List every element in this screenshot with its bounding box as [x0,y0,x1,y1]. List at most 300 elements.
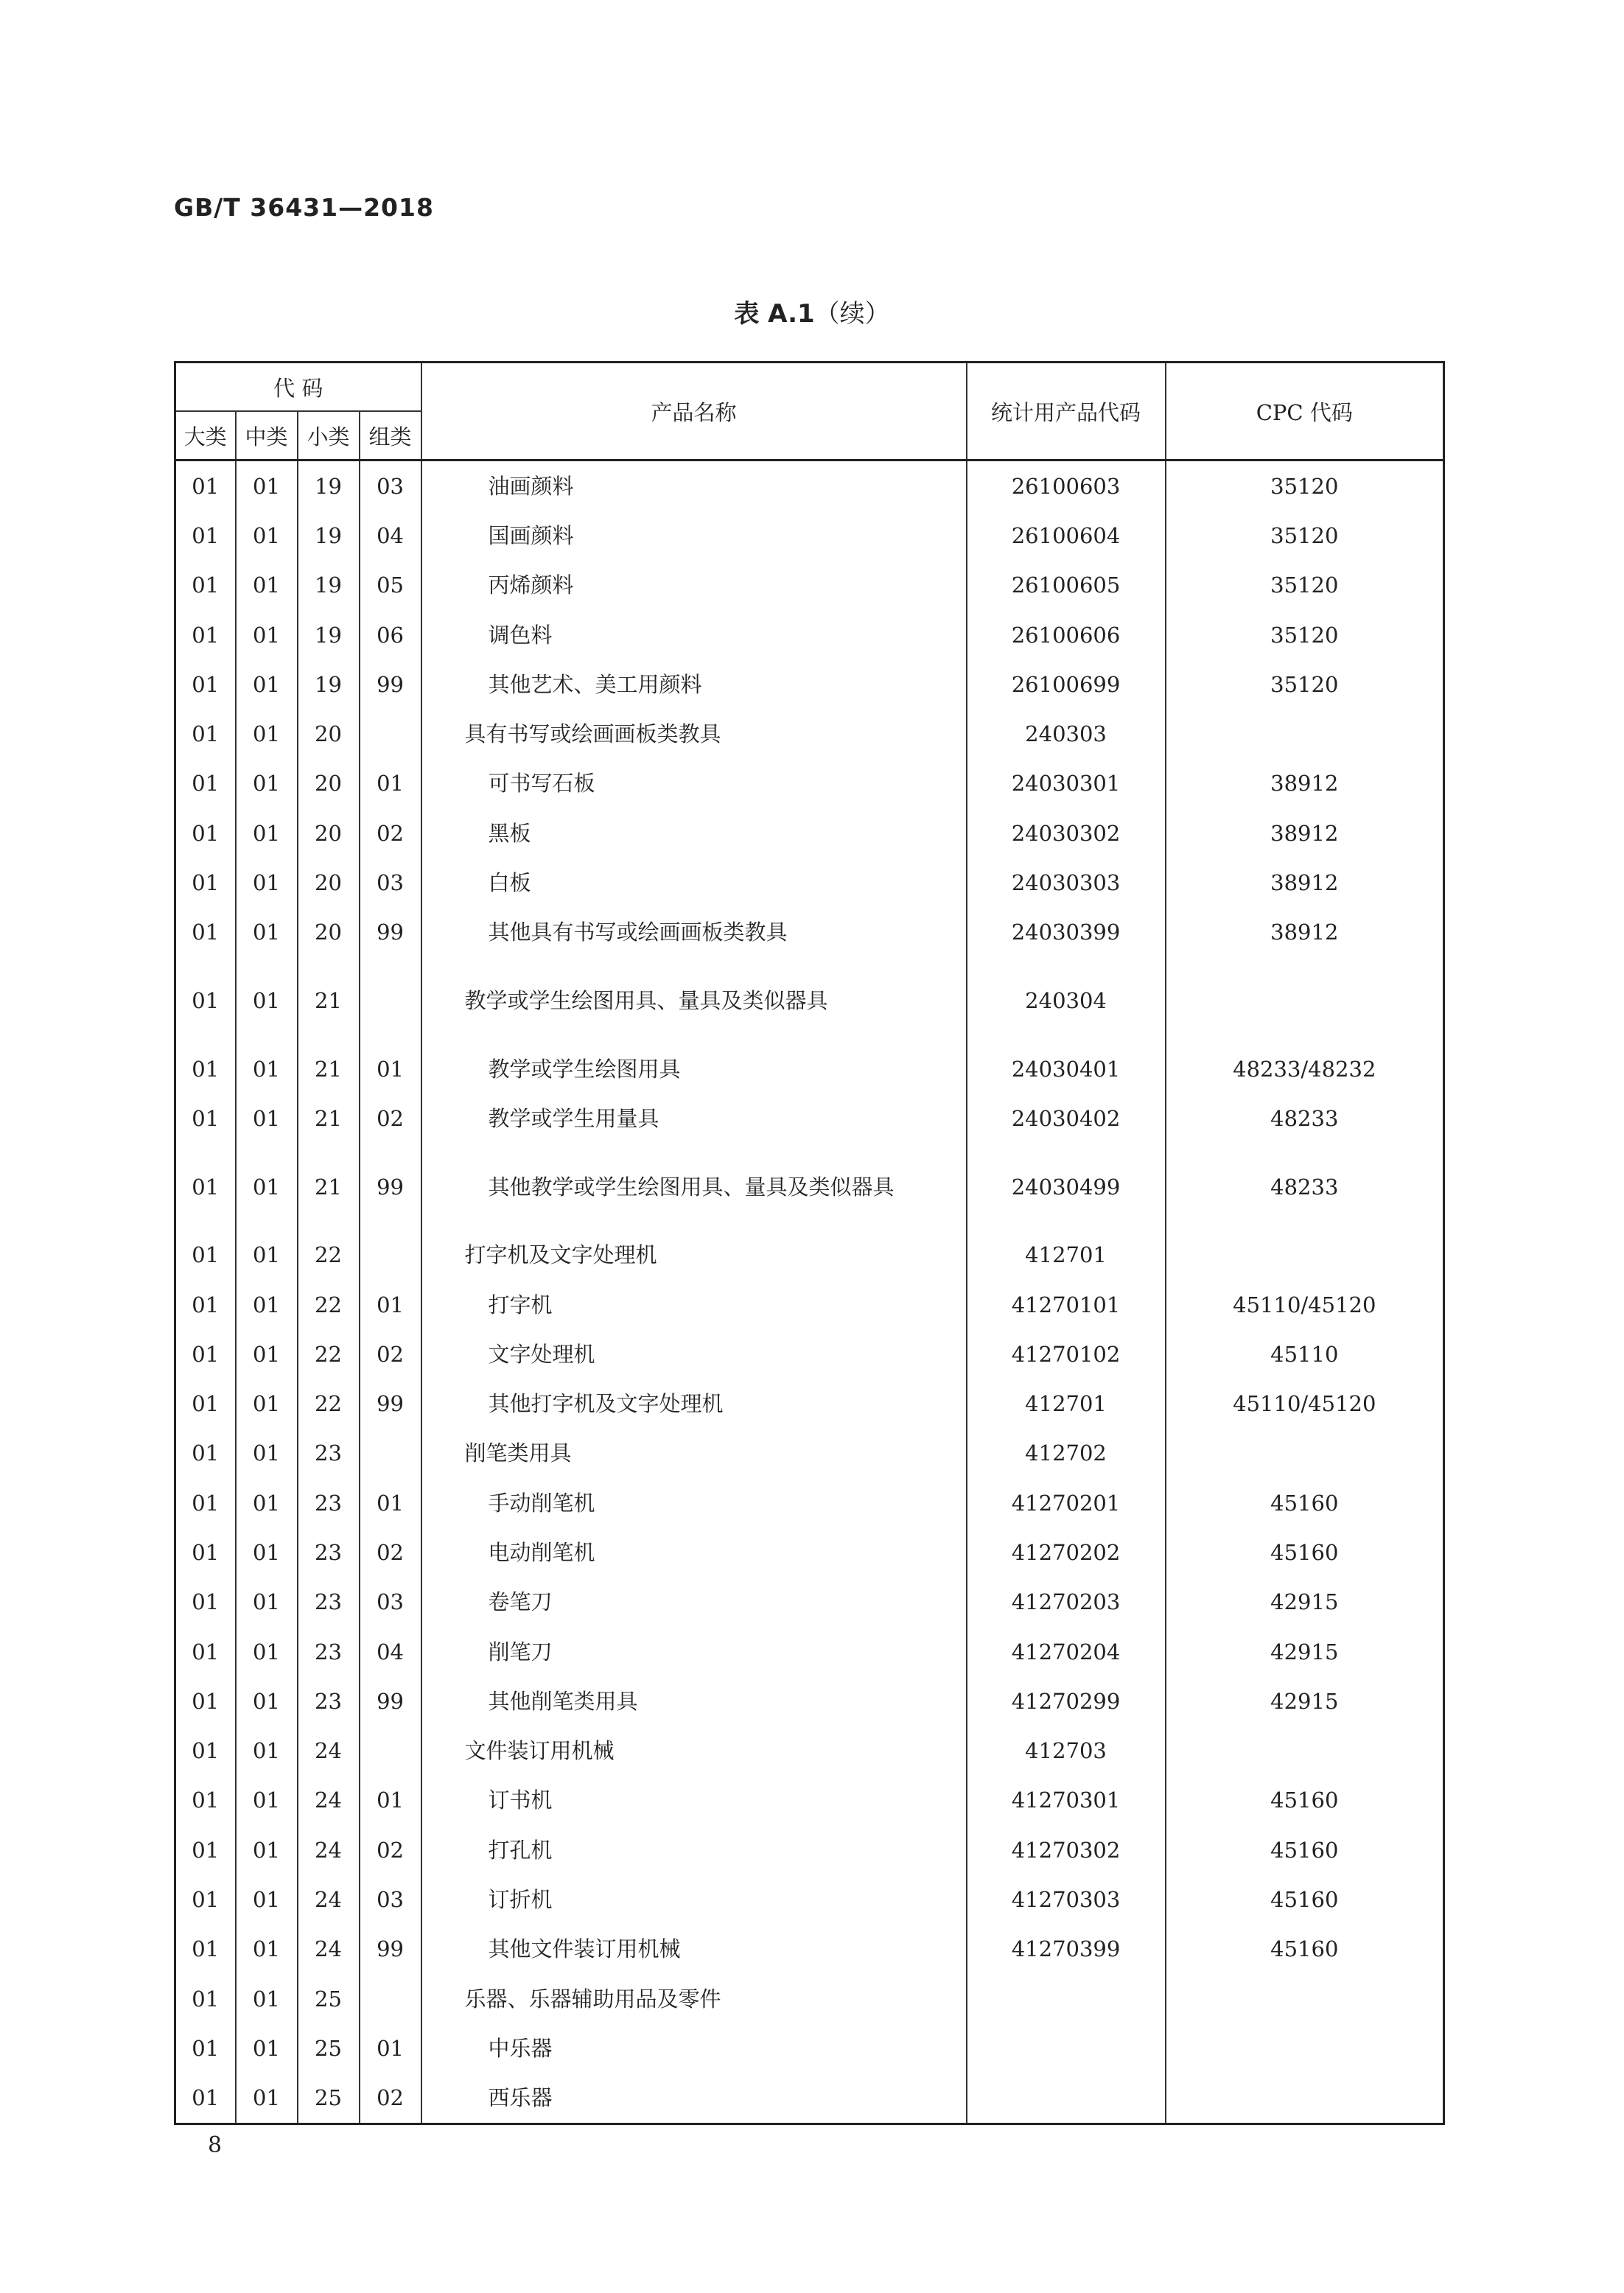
table-row [175,659,1444,709]
product-name-cell [421,1527,967,1577]
code-group-cell: 02 [360,808,421,858]
code-middle-cell: 01 [236,1527,298,1577]
code-middle-cell: 01 [236,1676,298,1726]
code-group-cell: 03 [360,461,421,511]
code-middle-cell: 01 [236,1093,298,1143]
stat-code-cell: 41270302 [967,1825,1166,1874]
code-group-cell [360,1230,421,1280]
code-minor-cell: 21 [298,1044,360,1093]
table-row [175,1329,1444,1379]
code-group-cell [360,1974,421,2023]
product-name-text: 其他削笔类用具 [488,1688,638,1714]
table-row [175,1874,1444,1924]
code-minor-cell: 22 [298,1329,360,1379]
table-row [175,1280,1444,1329]
code-middle-cell: 01 [236,1044,298,1093]
product-name-text: 打孔机 [488,1837,553,1863]
code-minor-cell: 23 [298,1429,360,1478]
product-name-text: 削笔刀 [488,1639,553,1664]
product-name-cell [421,1825,967,1874]
stat-code-cell: 24030402 [967,1093,1166,1143]
code-group-cell: 01 [360,2023,421,2073]
product-name-cell [421,1726,967,1776]
code-group-cell: 99 [360,1379,421,1428]
product-name-cell [421,1093,967,1143]
product-name-text: 削笔类用具 [464,1440,572,1466]
code-group-cell: 99 [360,1676,421,1726]
code-middle-cell: 01 [236,1329,298,1379]
product-name-text: 中乐器 [488,2035,553,2061]
code-major-cell: 01 [175,511,236,560]
code-middle-cell: 01 [236,610,298,659]
code-middle-cell: 01 [236,1379,298,1428]
code-minor-cell: 24 [298,1825,360,1874]
cpc-code-cell [1166,957,1444,1044]
product-name-cell [421,1329,967,1379]
product-name-cell [421,1044,967,1093]
code-group-cell: 01 [360,1044,421,1093]
table-row [175,1776,1444,1825]
cpc-code-cell: 45110/45120 [1166,1280,1444,1329]
stat-code-cell: 24030401 [967,1044,1166,1093]
product-name-cell [421,709,967,758]
code-group-cell [360,957,421,1044]
code-major-cell: 01 [175,461,236,511]
table-row [175,908,1444,957]
stat-code-cell: 24030302 [967,808,1166,858]
header-product-name: 产品名称 [421,363,967,461]
product-name-text: 其他文件装订用机械 [488,1936,681,1962]
header-group: 组类 [360,411,421,461]
cpc-code-cell: 38912 [1166,808,1444,858]
product-name-cell [421,1627,967,1676]
product-name-text: 油画颜料 [488,473,574,499]
product-name-text: 其他艺术、美工用颜料 [488,671,702,697]
code-middle-cell: 01 [236,908,298,957]
table-row [175,2023,1444,2073]
code-middle-cell: 01 [236,1974,298,2023]
stat-code-cell: 240304 [967,957,1166,1044]
code-middle-cell: 01 [236,2023,298,2073]
header-minor: 小类 [298,411,360,461]
table-row [175,1627,1444,1676]
header-middle: 中类 [236,411,298,461]
page-number: 8 [208,2132,223,2158]
product-name-text: 订折机 [488,1887,553,1913]
cpc-code-cell [1166,709,1444,758]
product-name-text: 订书机 [488,1788,553,1813]
code-middle-cell: 01 [236,808,298,858]
standard-identifier: GB/T 36431—2018 [174,193,434,222]
code-group-cell: 99 [360,1925,421,1974]
code-group-cell: 04 [360,511,421,560]
product-name-text: 丙烯颜料 [488,573,574,598]
code-middle-cell: 01 [236,1925,298,1974]
table-row [175,610,1444,659]
table-row [175,709,1444,758]
table-row [175,461,1444,511]
code-middle-cell: 01 [236,1627,298,1676]
header-cpc-code: CPC 代码 [1166,363,1444,461]
product-name-text: 教学或学生绘图用具 [488,1056,681,1082]
code-major-cell: 01 [175,808,236,858]
table-caption [0,293,1624,329]
table-row [175,1478,1444,1527]
product-name-cell [421,1974,967,2023]
code-major-cell: 01 [175,709,236,758]
table-row [175,1726,1444,1776]
code-middle-cell: 01 [236,1874,298,1924]
product-name-text: 教学或学生用量具 [488,1105,659,1131]
code-middle-cell: 01 [236,1230,298,1280]
stat-code-cell: 41270204 [967,1627,1166,1676]
code-group-cell [360,1429,421,1478]
table-row [175,561,1444,610]
cpc-code-cell: 35120 [1166,461,1444,511]
product-name-cell [421,1280,967,1329]
product-name-cell [421,2023,967,2073]
code-group-cell: 02 [360,1329,421,1379]
product-name-text: 文字处理机 [488,1341,595,1367]
code-group-cell: 03 [360,858,421,907]
product-name-cell [421,461,967,511]
code-minor-cell: 24 [298,1776,360,1825]
product-name-text: 教学或学生绘图用具、量具及类似器具 [464,987,828,1013]
table-row [175,808,1444,858]
cpc-code-cell: 35120 [1166,561,1444,610]
code-minor-cell: 20 [298,759,360,808]
code-major-cell: 01 [175,908,236,957]
code-major-cell: 01 [175,1478,236,1527]
code-minor-cell: 19 [298,659,360,709]
code-major-cell: 01 [175,858,236,907]
code-middle-cell: 01 [236,858,298,907]
product-name-cell [421,908,967,957]
code-major-cell: 01 [175,1627,236,1676]
cpc-code-cell: 45160 [1166,1478,1444,1527]
product-name-text: 乐器、乐器辅助用品及零件 [464,1986,721,2012]
stat-code-cell: 41270301 [967,1776,1166,1825]
code-minor-cell: 22 [298,1230,360,1280]
product-name-cell [421,1144,967,1230]
cpc-code-cell: 42915 [1166,1676,1444,1726]
code-major-cell: 01 [175,1280,236,1329]
stat-code-cell: 41270201 [967,1478,1166,1527]
product-name-cell [421,808,967,858]
table-row [175,1527,1444,1577]
code-major-cell: 01 [175,1578,236,1627]
table-row [175,1093,1444,1143]
product-name-text: 具有书写或绘画画板类教具 [464,721,721,747]
code-major-cell: 01 [175,1044,236,1093]
code-middle-cell: 01 [236,659,298,709]
stat-code-cell: 26100606 [967,610,1166,659]
code-group-cell: 03 [360,1874,421,1924]
stat-code-cell: 26100699 [967,659,1166,709]
product-name-text: 西乐器 [488,2085,553,2111]
code-minor-cell: 19 [298,511,360,560]
header-stat-code: 统计用产品代码 [967,363,1166,461]
code-middle-cell: 01 [236,957,298,1044]
code-major-cell: 01 [175,1093,236,1143]
stat-code-cell: 26100604 [967,511,1166,560]
cpc-code-cell: 42915 [1166,1578,1444,1627]
code-major-cell: 01 [175,1726,236,1776]
table-row [175,1144,1444,1230]
code-minor-cell: 23 [298,1478,360,1527]
table-row [175,759,1444,808]
product-name-cell [421,1230,967,1280]
code-major-cell: 01 [175,1379,236,1428]
code-major-cell: 01 [175,610,236,659]
product-name-text: 黑板 [488,820,531,846]
code-minor-cell: 23 [298,1676,360,1726]
product-code-table [174,361,1445,2125]
code-minor-cell: 24 [298,1874,360,1924]
code-minor-cell: 19 [298,461,360,511]
cpc-code-cell: 35120 [1166,610,1444,659]
table-row [175,1044,1444,1093]
stat-code-cell: 41270299 [967,1676,1166,1726]
code-major-cell: 01 [175,1825,236,1874]
stat-code-cell: 26100603 [967,461,1166,511]
code-minor-cell: 23 [298,1527,360,1577]
code-group-cell: 02 [360,2073,421,2124]
stat-code-cell: 41270202 [967,1527,1166,1577]
product-name-text: 电动削笔机 [488,1539,595,1565]
product-name-text: 文件装订用机械 [464,1738,615,1764]
table-row [175,1230,1444,1280]
product-name-text: 白板 [488,870,531,896]
cpc-code-cell: 48233 [1166,1093,1444,1143]
code-group-cell: 03 [360,1578,421,1627]
code-middle-cell: 01 [236,561,298,610]
code-major-cell: 01 [175,2023,236,2073]
table-label: 表 A.1 [734,299,815,329]
table-row [175,511,1444,560]
code-middle-cell: 01 [236,759,298,808]
code-group-cell: 99 [360,1144,421,1230]
code-middle-cell: 01 [236,461,298,511]
code-group-cell: 99 [360,659,421,709]
cpc-code-cell: 45160 [1166,1925,1444,1974]
product-name-text: 国画颜料 [488,522,574,548]
product-name-text: 打字机及文字处理机 [464,1242,657,1268]
table-continued: （续） [814,299,890,329]
code-major-cell: 01 [175,1974,236,2023]
product-name-cell [421,1429,967,1478]
stat-code-cell: 24030301 [967,759,1166,808]
product-name-cell [421,511,967,560]
table-row [175,1578,1444,1627]
product-name-text: 可书写石板 [488,771,595,797]
cpc-code-cell: 35120 [1166,511,1444,560]
code-minor-cell: 21 [298,1144,360,1230]
code-middle-cell: 01 [236,1478,298,1527]
stat-code-cell [967,1974,1166,2023]
code-minor-cell: 24 [298,1726,360,1776]
code-major-cell: 01 [175,1874,236,1924]
code-middle-cell: 01 [236,1429,298,1478]
code-major-cell: 01 [175,2073,236,2124]
product-name-cell [421,1578,967,1627]
table-row [175,2073,1444,2124]
table-row [175,1925,1444,1974]
code-major-cell: 01 [175,1329,236,1379]
code-major-cell: 01 [175,1527,236,1577]
code-group-cell [360,709,421,758]
table-row [175,1974,1444,2023]
product-name-cell [421,2073,967,2124]
product-name-cell [421,610,967,659]
code-minor-cell: 25 [298,2023,360,2073]
code-minor-cell: 23 [298,1578,360,1627]
cpc-code-cell [1166,1429,1444,1478]
cpc-code-cell [1166,2073,1444,2124]
code-major-cell: 01 [175,1144,236,1230]
header-code: 代 码 [175,363,421,412]
code-minor-cell: 20 [298,808,360,858]
stat-code-cell: 412701 [967,1230,1166,1280]
stat-code-cell: 240303 [967,709,1166,758]
cpc-code-cell: 48233 [1166,1144,1444,1230]
table-row [175,957,1444,1044]
stat-code-cell: 41270102 [967,1329,1166,1379]
code-major-cell: 01 [175,1776,236,1825]
stat-code-cell: 24030499 [967,1144,1166,1230]
code-major-cell: 01 [175,1429,236,1478]
code-group-cell: 99 [360,908,421,957]
table-row [175,1429,1444,1478]
code-middle-cell: 01 [236,511,298,560]
cpc-code-cell [1166,1726,1444,1776]
stat-code-cell: 412701 [967,1379,1166,1428]
stat-code-cell: 41270399 [967,1925,1166,1974]
cpc-code-cell [1166,1230,1444,1280]
code-minor-cell: 21 [298,957,360,1044]
code-minor-cell: 23 [298,1627,360,1676]
code-group-cell: 01 [360,1280,421,1329]
code-group-cell: 01 [360,1776,421,1825]
code-middle-cell: 01 [236,1144,298,1230]
cpc-code-cell: 38912 [1166,858,1444,907]
stat-code-cell: 24030303 [967,858,1166,907]
product-name-cell [421,957,967,1044]
product-name-text: 其他打字机及文字处理机 [488,1391,724,1417]
code-major-cell: 01 [175,957,236,1044]
code-minor-cell: 24 [298,1925,360,1974]
code-group-cell [360,1726,421,1776]
product-name-cell [421,561,967,610]
code-middle-cell: 01 [236,2073,298,2124]
cpc-code-cell: 45160 [1166,1874,1444,1924]
code-group-cell: 02 [360,1093,421,1143]
product-name-cell [421,1874,967,1924]
product-name-cell [421,1676,967,1726]
stat-code-cell [967,2023,1166,2073]
cpc-code-cell: 45160 [1166,1527,1444,1577]
code-major-cell: 01 [175,1676,236,1726]
cpc-code-cell: 38912 [1166,759,1444,808]
cpc-code-cell: 38912 [1166,908,1444,957]
code-group-cell: 04 [360,1627,421,1676]
product-name-text: 其他教学或学生绘图用具、量具及类似器具 [488,1174,895,1200]
code-minor-cell: 22 [298,1280,360,1329]
code-minor-cell: 20 [298,709,360,758]
product-name-text: 手动削笔机 [488,1490,595,1516]
table-row [175,858,1444,907]
product-name-text: 卷笔刀 [488,1589,553,1615]
cpc-code-cell: 45160 [1166,1776,1444,1825]
product-name-cell [421,759,967,808]
product-name-cell [421,1478,967,1527]
code-group-cell: 06 [360,610,421,659]
cpc-code-cell [1166,2023,1444,2073]
stat-code-cell [967,2073,1166,2124]
stat-code-cell: 26100605 [967,561,1166,610]
header-major: 大类 [175,411,236,461]
product-name-cell [421,1925,967,1974]
code-major-cell: 01 [175,759,236,808]
product-name-text: 其他具有书写或绘画画板类教具 [488,920,788,945]
table-row [175,1825,1444,1874]
code-major-cell: 01 [175,659,236,709]
code-group-cell: 01 [360,1478,421,1527]
stat-code-cell: 412703 [967,1726,1166,1776]
product-name-text: 调色料 [488,622,553,648]
stat-code-cell: 41270303 [967,1874,1166,1924]
code-group-cell: 02 [360,1527,421,1577]
code-middle-cell: 01 [236,1726,298,1776]
code-group-cell: 02 [360,1825,421,1874]
code-group-cell: 01 [360,759,421,808]
product-name-cell [421,659,967,709]
code-major-cell: 01 [175,561,236,610]
cpc-code-cell: 45160 [1166,1825,1444,1874]
code-middle-cell: 01 [236,1776,298,1825]
cpc-code-cell: 42915 [1166,1627,1444,1676]
code-middle-cell: 01 [236,1578,298,1627]
code-group-cell: 05 [360,561,421,610]
code-minor-cell: 19 [298,610,360,659]
code-minor-cell: 20 [298,858,360,907]
cpc-code-cell: 45110 [1166,1329,1444,1379]
code-major-cell: 01 [175,1925,236,1974]
stat-code-cell: 412702 [967,1429,1166,1478]
cpc-code-cell [1166,1974,1444,2023]
code-minor-cell: 19 [298,561,360,610]
stat-code-cell: 41270101 [967,1280,1166,1329]
code-middle-cell: 01 [236,1825,298,1874]
code-minor-cell: 21 [298,1093,360,1143]
product-name-cell [421,1776,967,1825]
code-middle-cell: 01 [236,1280,298,1329]
cpc-code-cell: 48233/48232 [1166,1044,1444,1093]
code-minor-cell: 25 [298,1974,360,2023]
table-row [175,1676,1444,1726]
product-name-cell [421,1379,967,1428]
code-minor-cell: 20 [298,908,360,957]
cpc-code-cell: 35120 [1166,659,1444,709]
code-minor-cell: 25 [298,2073,360,2124]
stat-code-cell: 41270203 [967,1578,1166,1627]
code-minor-cell: 22 [298,1379,360,1428]
code-middle-cell: 01 [236,709,298,758]
table-row [175,1379,1444,1428]
stat-code-cell: 24030399 [967,908,1166,957]
code-major-cell: 01 [175,1230,236,1280]
product-name-text: 打字机 [488,1292,553,1317]
